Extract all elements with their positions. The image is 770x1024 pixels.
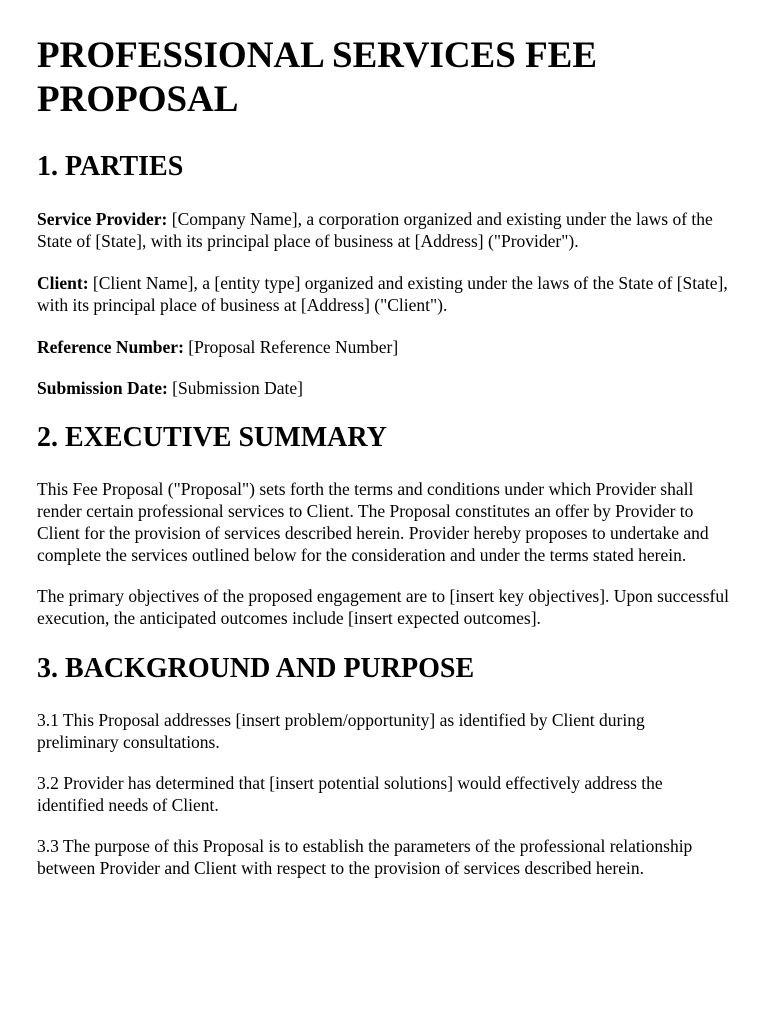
- section-background: [37, 652, 730, 879]
- executive-summary-paragraph-2: The primary objectives of the proposed engagement are to [insert key objectives]. Upon successful execution, the anticipated outcomes include [insert expected outcomes].: [37, 586, 729, 628]
- provider-label: Service Provider:: [37, 209, 168, 229]
- section-heading-background: 3. BACKGROUND AND PURPOSE: [37, 653, 475, 684]
- document-title: PROFESSIONAL SERVICES FEE PROPOSAL: [37, 35, 598, 120]
- section-heading-executive-summary: 2. EXECUTIVE SUMMARY: [37, 422, 387, 453]
- background-item-3-1: 3.1 This Proposal addresses [insert problem/opportunity] as identified by Client during preliminary consultations.: [37, 710, 645, 752]
- client-text: [Client Name], a [entity type] organized and existing under the laws of the State of [State], with its principal place of business at [Address] ("Client").: [37, 273, 728, 315]
- reference-label: Reference Number:: [37, 337, 184, 357]
- reference-paragraph: [37, 336, 730, 358]
- executive-summary-paragraph-1: This Fee Proposal ("Proposal") sets forth the terms and conditions under which Provider shall render certain professional services to Client. The Proposal constitutes an offer by Provider to Client for the provision of services described herein. Provider hereby proposes to undertake and complete the services outlined below for the consideration and under the terms stated herein.: [37, 479, 709, 565]
- submission-date-text: [Submission Date]: [167, 378, 303, 398]
- section-executive-summary: [37, 421, 730, 629]
- reference-text: [Proposal Reference Number]: [183, 337, 399, 357]
- client-label: Client:: [37, 273, 89, 293]
- section-heading-parties: 1. PARTIES: [37, 151, 184, 182]
- submission-date-label: Submission Date:: [37, 378, 168, 398]
- submission-date-paragraph: [37, 377, 730, 399]
- provider-text: [Company Name], a corporation organized and existing under the laws of the State of [State], with its principal place of business at [Address] ("Provider").: [37, 209, 713, 251]
- client-paragraph: [37, 272, 730, 316]
- provider-paragraph: [37, 208, 730, 252]
- background-item-3-2: 3.2 Provider has determined that [insert potential solutions] would effectively address the identified needs of Client.: [37, 773, 663, 815]
- background-item-3-3: 3.3 The purpose of this Proposal is to establish the parameters of the professional relationship between Provider and Client with respect to the provision of services described herein.: [37, 836, 693, 878]
- section-parties: [37, 150, 730, 399]
